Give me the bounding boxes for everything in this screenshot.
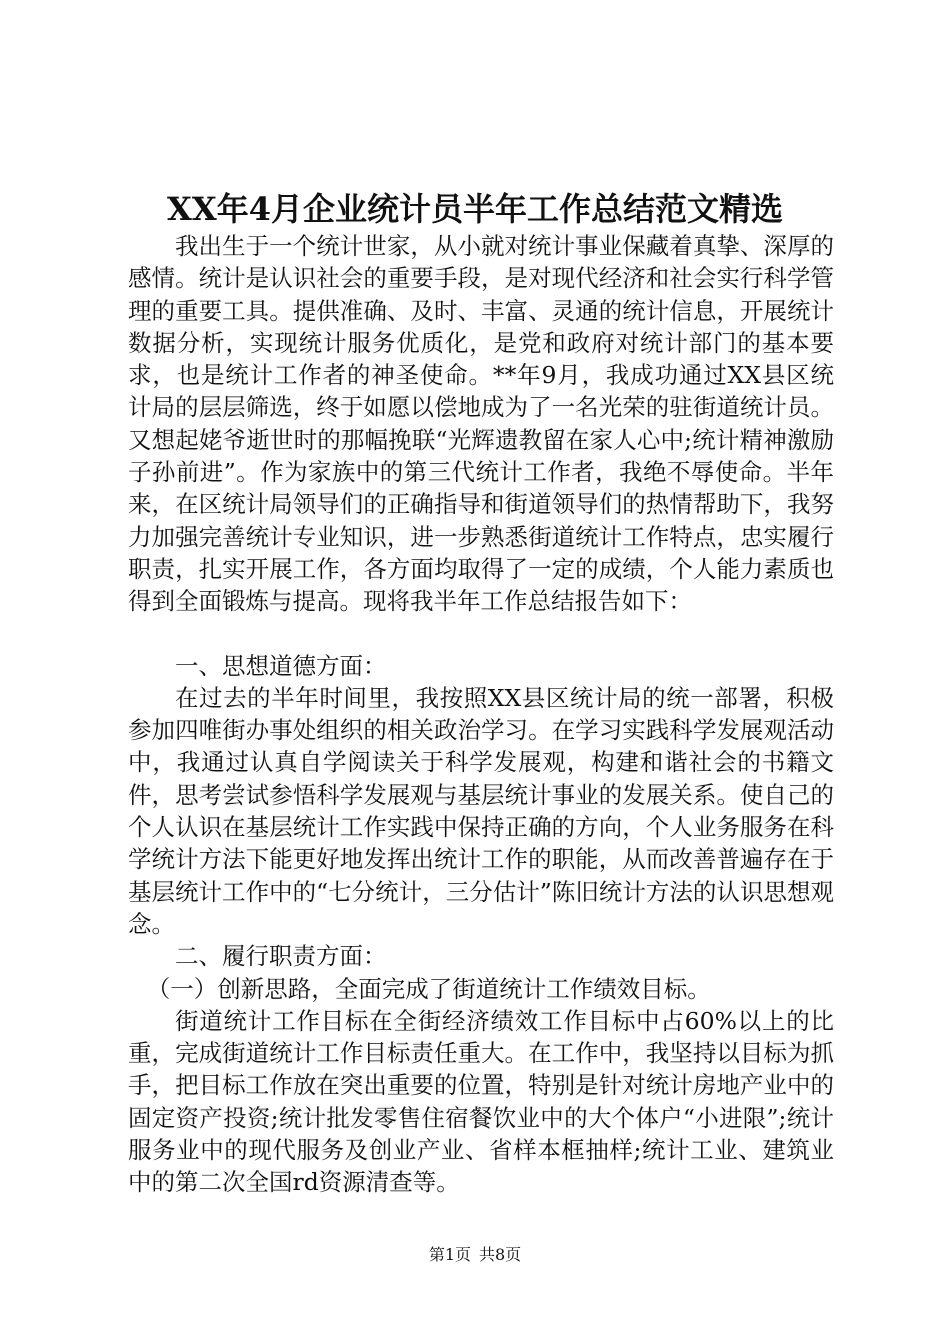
paragraph-intro: 我出生于一个统计世家，从小就对统计事业保藏着真挚、深厚的感情。统计是认识社会的重要手段，是对现代经济和社会实行科学管理的重要工具。提供准确、及时、丰富、灵通的统计信息，开展统计数据分析，实现统计服务优质化，是党和政府对统计部门的基本要求，也是统计工作者的神圣使命。**年9月，我成功通过XX县区统计局的层层筛选，终于如愿以偿地成为了一名光荣的驻街道统计员。又想起姥爷逝世时的那幅挽联“光辉遗教留在家人心中;统计精神激励子孙前进”。作为家族中的第三代统计工作者，我绝不辱使命。半年来，在区统计局领导们的正确指导和街道领导们的热情帮助下，我努力加强完善统计专业知识，进一步熟悉街道统计工作特点，忠实履行职责，扎实开展工作，各方面均取得了一定的成绩，个人能力素质也得到全面锻炼与提高。现将我半年工作总结报告如下： <box>128 232 834 616</box>
document-body <box>128 230 834 1199</box>
page-total: 共8页 <box>479 1245 522 1264</box>
document-title: XX年4月企业统计员半年工作总结范文精选 <box>167 190 783 228</box>
paragraph-targets: 街道统计工作目标在全街经济绩效工作目标中占60%以上的比重，完成街道统计工作目标责任重大。在工作中，我坚持以目标为抓手，把目标工作放在突出重要的位置，特别是针对统计房地产业中的固定资产投资;统计批发零售住宿餐饮业中的大个体户“小进限”;统计服务业中的现代服务及创业产业、省样本框抽样;统计工业、建筑业中的第二次全国rd资源清查等。 <box>128 1006 834 1197</box>
section-heading-duties: 二、履行职责方面： <box>175 942 387 971</box>
page-footer <box>0 1244 950 1266</box>
paragraph-ideology: 在过去的半年时间里，我按照XX县区统计局的统一部署，积极参加四唯街办事处组织的相关政治学习。在学习实践科学发展观活动中，我通过认真自学阅读关于科学发展观，构建和谐社会的书籍文件，思考尝试参悟科学发展观与基层统计事业的发展关系。使自己的个人认识在基层统计工作实践中保持正确的方向，个人业务服务在科学统计方法下能更好地发挥出统计工作的职能，从而改善普遍存在于基层统计工作中的“七分统计，三分估计”陈旧统计方法的认识思想观念。 <box>128 683 834 938</box>
subsection-heading-innovation: （一）创新思路，全面完成了街道统计工作绩效目标。 <box>146 974 711 1003</box>
section-heading-ideology: 一、思想道德方面： <box>175 651 387 680</box>
page-number: 第1页 <box>428 1245 471 1264</box>
